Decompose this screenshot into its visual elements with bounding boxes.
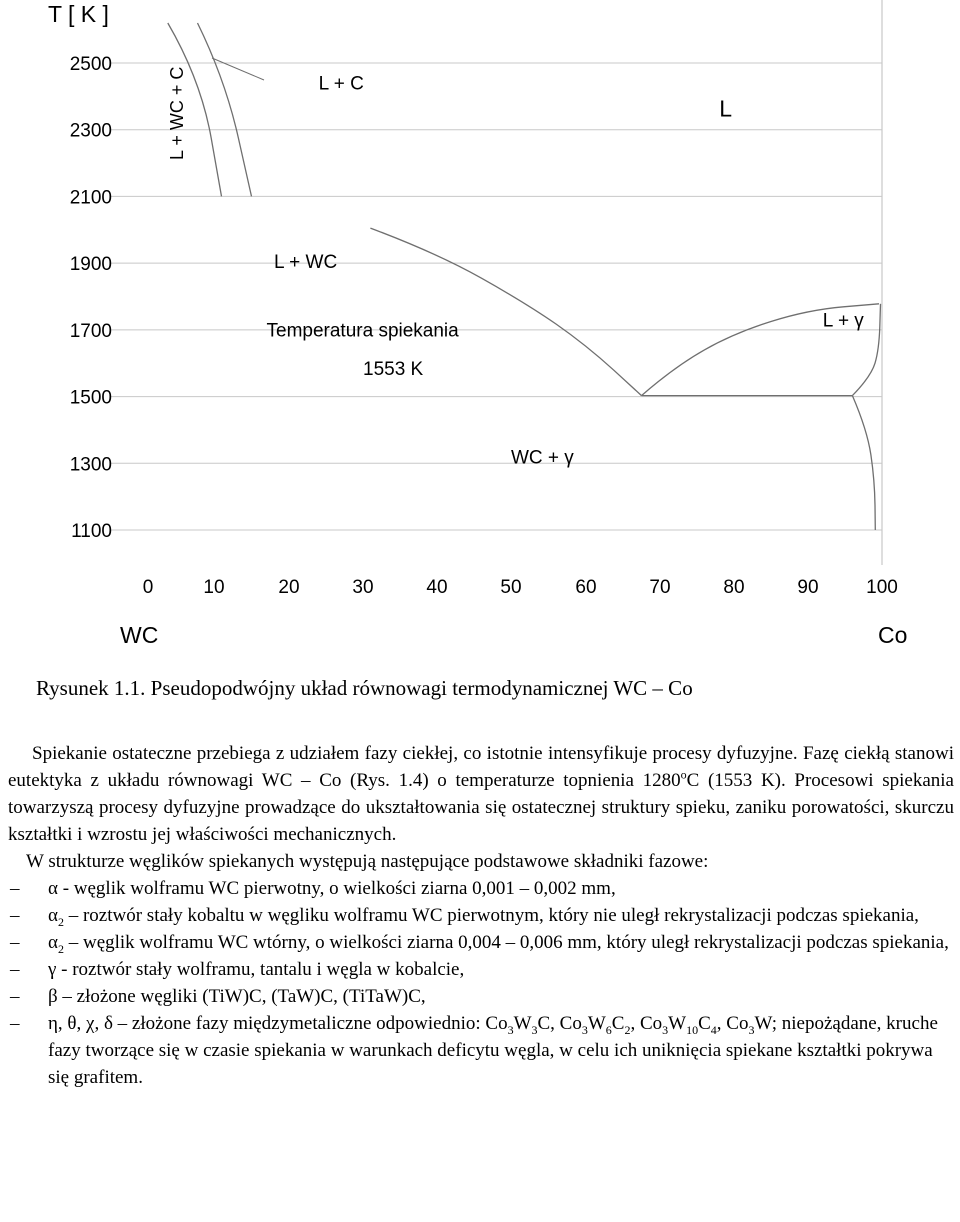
y-tick-label-2100: 2100 — [69, 187, 112, 209]
x-tick-label-30: 30 — [352, 577, 374, 598]
dash-bullet: – — [10, 905, 20, 926]
bullet-text: – węglik wolframu WC wtórny, o wielkości ziarna 0,004 – 0,006 mm, który uległ rekrystalizacji podczas spiekania, — [63, 932, 949, 953]
x-tick-label-40: 40 — [426, 577, 448, 598]
formula-part: C — [611, 1013, 625, 1034]
formula-part: W — [668, 1013, 687, 1034]
formula-part: W — [587, 1013, 606, 1034]
region-label-1: L + C — [318, 73, 364, 95]
x-tick-label-100: 100 — [866, 577, 898, 598]
bullet-intermetallic — [48, 1010, 954, 1091]
list-item — [8, 1010, 954, 1091]
list-item — [8, 956, 954, 983]
region-label-5: 1553 K — [363, 358, 424, 380]
formula-part: C, Co — [537, 1013, 582, 1034]
bullet-gamma: γ - roztwór stały wolframu, tantalu i węgla w kobalcie, — [48, 959, 465, 980]
x-tick-label-0: 0 — [142, 577, 154, 598]
bullet-alpha2-secondary — [48, 929, 954, 956]
region-label-7: WC + γ — [511, 447, 574, 469]
formula-part: C — [698, 1013, 711, 1034]
region-label-2: L — [719, 95, 732, 122]
para1-text-a: Spiekanie ostateczne przebiega z udziałem fazy ciekłej, co istotnie intensyfikuje procesy dyfuzyjne. Fazę ciekłą stanowi eutektyka z układu równowagi WC – Co (Rys. 1.4) o temperaturze topnienia 1280 — [8, 743, 954, 791]
formula-part: W; niepożądane, kruche fazy tworzące się w czasie spiekania w warunkach deficytu węgla, w celu ich uniknięcia spiekane kształtki pokrywa się grafitem. — [48, 1013, 938, 1088]
x-tick-label-60: 60 — [575, 577, 597, 598]
y-tick-label-2500: 2500 — [69, 54, 112, 75]
subscript: 6 — [605, 1022, 612, 1037]
region-label-6: L + γ — [822, 310, 864, 332]
para1-text-b: C (1553 K). Procesowi spiekania towarzyszą procesy dyfuzyjne prowadzące do ukształtowania się ostatecznej struktury spieku, zaniku porowatości, skurczu kształtki i wzrostu jej właściwości mechanicznych. — [8, 770, 954, 845]
symbol: α — [48, 932, 58, 953]
x-tick-label-80: 80 — [723, 577, 745, 598]
subscript: 3 — [507, 1022, 514, 1037]
region-label-4: Temperatura spiekania — [266, 320, 459, 342]
x-tick-label-50: 50 — [500, 577, 522, 598]
bullet-text: η, θ, χ, δ – złożone fazy międzymetaliczne odpowiednio: Co — [48, 1013, 508, 1034]
dash-bullet: – — [10, 932, 20, 953]
region-label-rotated: L + WC + C — [167, 66, 187, 160]
list-item — [8, 983, 954, 1010]
region-label-3: L + WC — [274, 252, 338, 274]
x-tick-label-70: 70 — [649, 577, 671, 598]
paragraph-phases-intro: W strukturze węglików spiekanych występują następujące podstawowe składniki fazowe: — [26, 851, 709, 872]
formula-part: , Co — [630, 1013, 663, 1034]
dash-bullet: – — [10, 986, 20, 1007]
list-item — [8, 929, 954, 956]
dash-bullet: – — [10, 1013, 20, 1034]
subscript: 3 — [581, 1022, 588, 1037]
paragraph-sintering — [8, 740, 954, 848]
bullet-text: – roztwór stały kobaltu w węgliku wolframu WC pierwotnym, który nie uległ rekrystalizacji podczas spiekania, — [63, 905, 919, 926]
component-label-wc: WC — [120, 622, 159, 648]
subscript: 10 — [686, 1022, 699, 1037]
formula-part: , Co — [716, 1013, 749, 1034]
y-tick-label-1900: 1900 — [69, 254, 112, 276]
x-tick-label-90: 90 — [797, 577, 819, 598]
component-label-co: Co — [878, 622, 908, 648]
bullet-alpha: α - węglik wolframu WC pierwotny, o wielkości ziarna 0,001 – 0,002 mm, — [48, 878, 616, 899]
dash-bullet: – — [10, 959, 20, 980]
bullet-alpha2-solution — [48, 902, 954, 929]
body-text — [8, 740, 954, 1091]
subscript: 2 — [57, 941, 64, 956]
y-tick-label-1700: 1700 — [69, 320, 112, 342]
symbol: α — [48, 905, 58, 926]
dash-bullet: – — [10, 878, 20, 899]
bullet-beta: β – złożone węgliki (TiW)C, (TaW)C, (TiTaW)C, — [48, 986, 426, 1007]
figure-caption: Rysunek 1.1. Pseudopodwójny układ równowagi termodynamicznej WC – Co — [36, 676, 693, 700]
subscript: 2 — [57, 914, 64, 929]
x-tick-label-20: 20 — [278, 577, 300, 598]
y-tick-label-1100: 1100 — [71, 521, 112, 542]
list-item — [8, 902, 954, 929]
formula-part: W — [513, 1013, 532, 1034]
y-tick-label-1300: 1300 — [69, 454, 112, 476]
x-tick-label-10: 10 — [203, 577, 225, 598]
y-axis-label: T [ K ] — [48, 1, 109, 27]
y-tick-label-1500: 1500 — [69, 387, 112, 409]
subscript: 2 — [624, 1022, 631, 1037]
list-item — [8, 875, 954, 902]
subscript: 4 — [710, 1022, 717, 1037]
subscript: 3 — [748, 1022, 755, 1037]
subscript: 3 — [531, 1022, 538, 1037]
curve-wc-c-boundary-2 — [198, 23, 252, 196]
y-tick-label-2300: 2300 — [69, 120, 112, 142]
subscript: 3 — [662, 1022, 669, 1037]
degree-sup: o — [680, 767, 687, 782]
